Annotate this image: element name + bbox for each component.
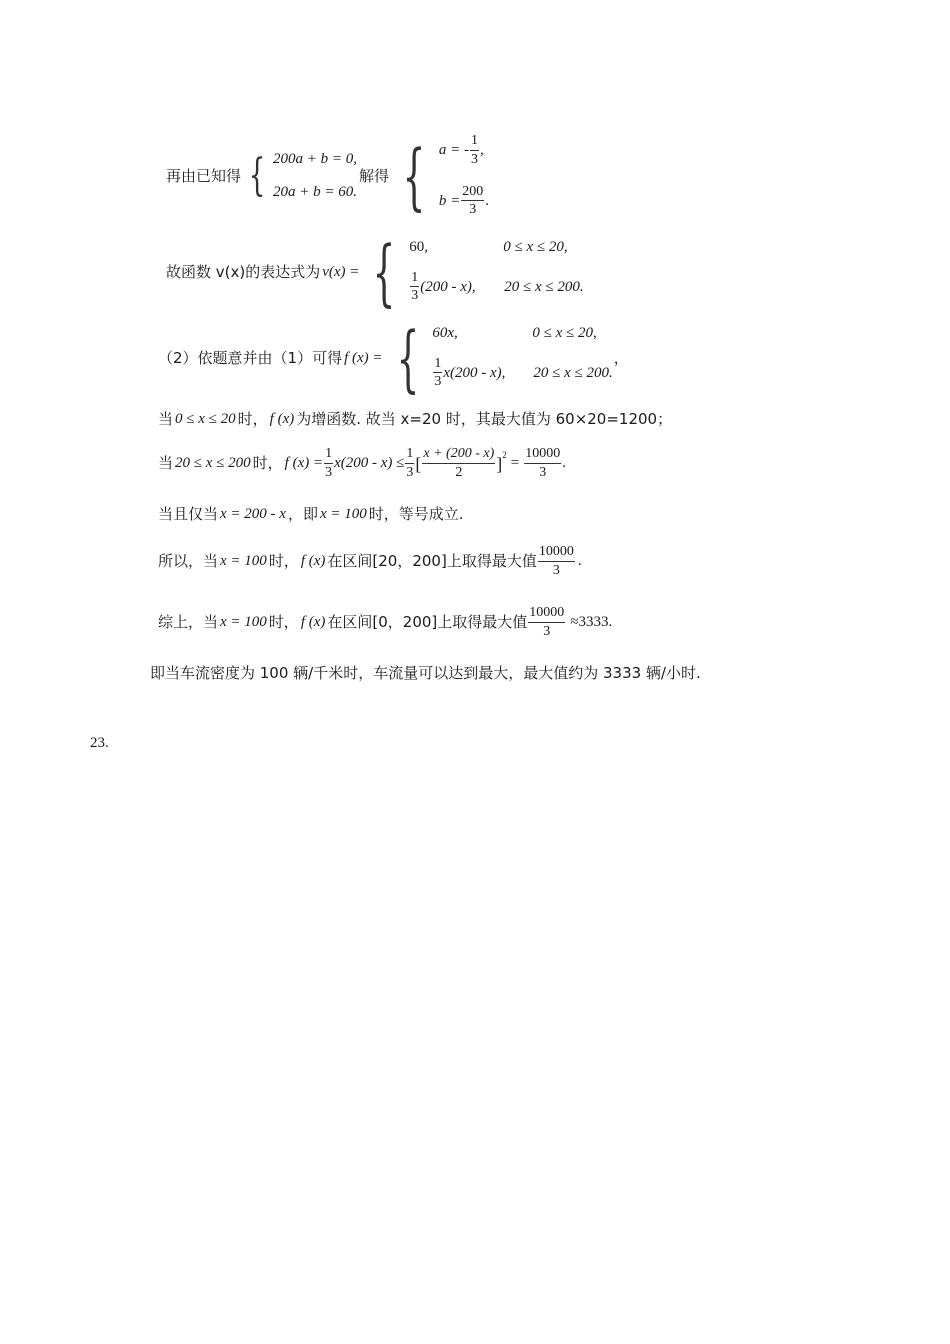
math-inline: x = 100 <box>319 506 367 522</box>
bracket: ] <box>496 453 503 474</box>
fraction-denominator: 3 <box>434 374 442 390</box>
math-inline: = <box>510 455 520 472</box>
fx-cases <box>432 326 612 390</box>
fraction-numerator: 1 <box>410 271 419 288</box>
case-expression: x(200 - x), <box>443 364 506 381</box>
fx-definition-line <box>158 316 629 400</box>
fraction-numerator: 1 <box>470 134 479 151</box>
fraction-denominator: 3 <box>543 623 551 639</box>
fraction-denominator: 3 <box>539 464 547 480</box>
next-question-number: 23. <box>90 735 109 751</box>
math-inline: x = 100 <box>220 614 267 631</box>
text-segment: 时， <box>252 454 283 473</box>
fx-case-1 <box>432 326 612 341</box>
fraction <box>461 185 484 218</box>
vx-definition-line <box>166 230 584 314</box>
text-segment: 为增函数. 故当 x=20 时，其最大值为 60×20=1200； <box>296 410 673 428</box>
fraction-denominator: 2 <box>455 464 463 480</box>
text-segment: ，即 <box>287 505 318 523</box>
math-inline: f (x) <box>300 553 326 570</box>
fraction <box>524 447 561 480</box>
text-segment: 当 <box>158 454 174 473</box>
math-inline: . <box>562 455 566 472</box>
fraction-numerator: 1 <box>433 357 442 374</box>
fraction <box>405 447 414 480</box>
case-condition: 0 ≤ x ≤ 20, <box>532 325 597 341</box>
vx-cases <box>409 240 583 304</box>
fx-lhs: f (x) = <box>344 349 383 366</box>
solution-a <box>439 134 489 167</box>
fraction <box>433 357 442 390</box>
math-inline: x = 200 - x <box>220 506 286 522</box>
fraction-numerator: 10000 <box>524 447 561 464</box>
text-segment: 在区间[20，200]上取得最大值 <box>327 552 537 571</box>
case-expression: 60, <box>409 239 428 255</box>
math-inline: . <box>577 553 582 570</box>
math-inline: ≈3333. <box>570 614 613 631</box>
text-segment: 当且仅当 <box>158 505 219 523</box>
solution-b <box>439 185 489 218</box>
fraction <box>324 447 333 480</box>
fraction <box>528 606 565 639</box>
equation-1: 200a + b = 0, <box>273 151 358 167</box>
solution-a-lhs: a = - <box>438 142 469 159</box>
conclusion-line <box>158 606 612 639</box>
math-inline: 0 ≤ x ≤ 20 <box>175 411 236 427</box>
exponent: 2 <box>502 450 507 460</box>
left-brace: { <box>395 316 419 400</box>
math-inline: f (x) <box>269 411 295 427</box>
fraction-denominator: 3 <box>552 562 560 578</box>
solve-text: 解得 <box>359 166 390 185</box>
equation-system <box>273 152 357 200</box>
case-condition: 20 ≤ x ≤ 200. <box>504 278 584 295</box>
text-segment: 在区间[0，200]上取得最大值 <box>327 613 528 632</box>
text-segment: 时， <box>237 410 268 428</box>
solution-b-lhs: b = <box>438 192 461 209</box>
case-condition: 20 ≤ x ≤ 200. <box>533 364 613 381</box>
text-segment: 时， <box>268 613 299 632</box>
vx-lhs: v(x) = <box>322 263 360 280</box>
solve-system-line <box>166 134 489 218</box>
fx-case-2 <box>432 357 612 390</box>
fraction-numerator: 10000 <box>528 606 565 623</box>
fraction-denominator: 3 <box>406 464 414 480</box>
left-brace: { <box>372 230 396 314</box>
left-brace: { <box>248 150 266 201</box>
solution-a-tail: , <box>479 142 484 159</box>
case-expression: (200 - x), <box>420 278 476 295</box>
bracket: [ <box>415 453 422 474</box>
math-inline: f (x) <box>300 614 326 631</box>
fraction-numerator: 1 <box>324 447 333 464</box>
text-segment: 综上，当 <box>158 613 219 632</box>
text-segment: 时，等号成立. <box>368 505 464 523</box>
solution-b-tail: . <box>485 192 489 209</box>
text-segment: 当 <box>158 410 174 428</box>
inequality-line <box>158 447 566 480</box>
vx-case-1 <box>409 240 583 255</box>
solution-system <box>439 134 489 218</box>
text-segment: 时， <box>268 552 299 571</box>
math-inline: x = 100 <box>220 553 267 570</box>
math-inline: f (x) = <box>284 455 324 472</box>
left-brace: { <box>402 134 426 218</box>
fraction-denominator: 3 <box>411 288 419 304</box>
final-answer-line: 即当车流密度为 100 辆/千米时，车流量可以达到最大，最大值约为 3333 辆/小时. <box>150 664 701 682</box>
math-inline: 20 ≤ x ≤ 200 <box>175 455 251 472</box>
equality-condition-line <box>158 507 464 522</box>
case-condition: 0 ≤ x ≤ 20, <box>503 239 568 255</box>
fraction-denominator: 3 <box>470 151 478 167</box>
text-segment: 所以，当 <box>158 552 219 571</box>
case-expression: 60x, <box>432 325 458 341</box>
system-lead-text: 再由已知得 <box>166 166 242 185</box>
fx-lead-text: （2）依题意并由（1）可得 <box>158 348 343 367</box>
fraction-denominator: 3 <box>469 202 477 218</box>
fx-tail: ， <box>613 348 629 367</box>
fraction-numerator: 200 <box>461 185 484 202</box>
vx-case-2 <box>409 271 583 304</box>
vx-lead-text: 故函数 v(x)的表达式为 <box>166 262 321 281</box>
increasing-case-line <box>158 412 672 427</box>
fraction <box>422 447 495 480</box>
fraction-numerator: x + (200 - x) <box>422 447 495 464</box>
fraction-numerator: 1 <box>405 447 414 464</box>
fraction-numerator: 10000 <box>538 545 575 562</box>
fraction-denominator: 3 <box>325 464 333 480</box>
fraction <box>538 545 575 578</box>
equation-2: 20a + b = 60. <box>273 184 358 200</box>
max-on-20-200-line <box>158 545 582 578</box>
fraction <box>410 271 419 304</box>
math-inline: x(200 - x) ≤ <box>334 455 405 472</box>
fraction <box>470 134 479 167</box>
